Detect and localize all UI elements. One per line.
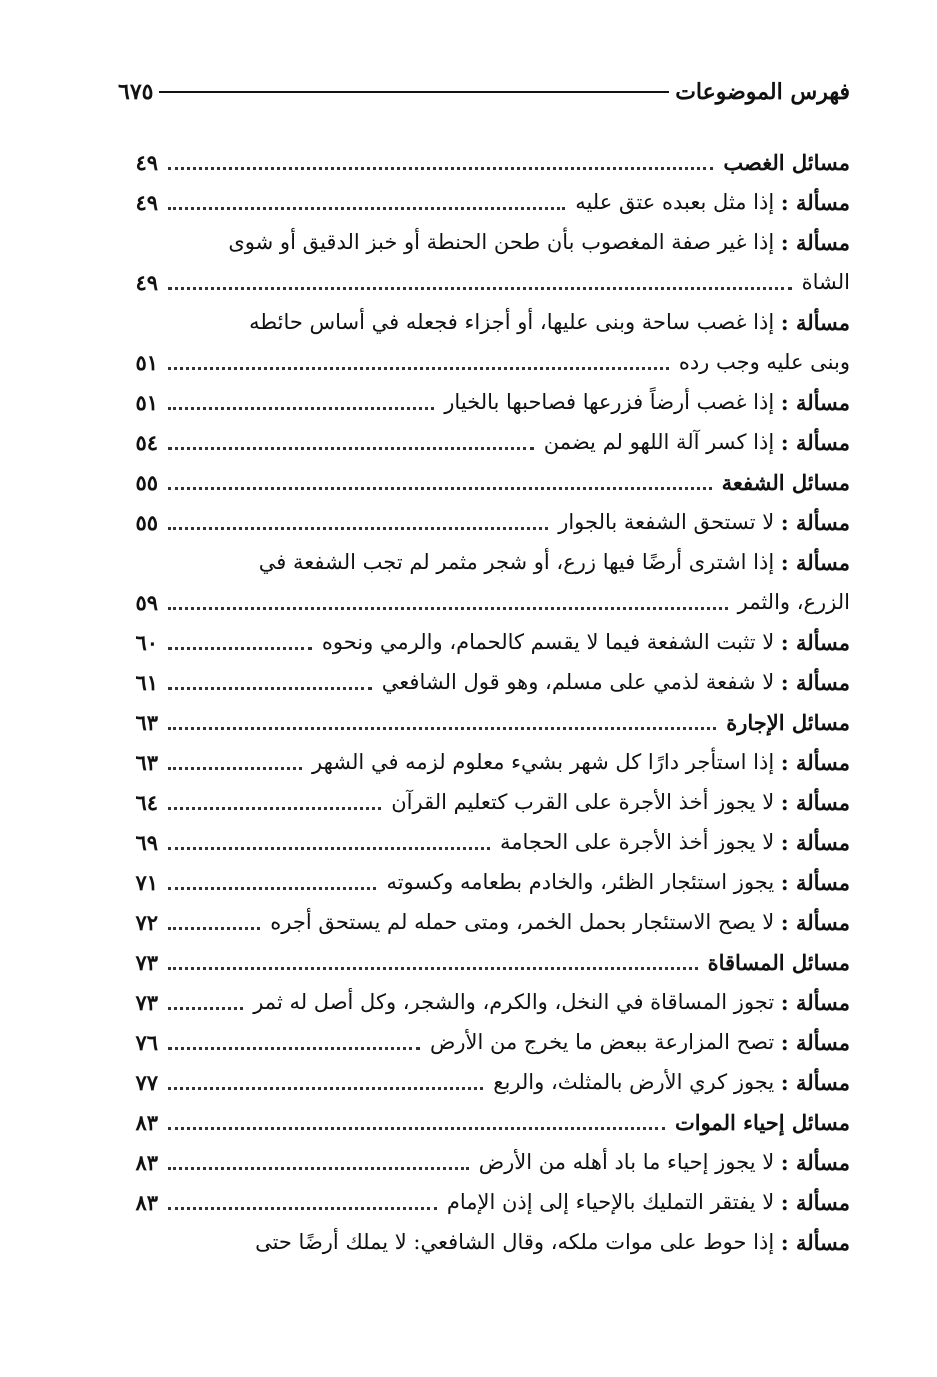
dot-leader	[168, 407, 434, 410]
toc-entry	[118, 902, 850, 942]
entry-text: لا يجوز أخذ الأجرة على القرب كتعليم القرآن	[391, 790, 775, 814]
entry-lead: مسألة :	[780, 629, 850, 655]
dot-leader	[168, 1047, 420, 1050]
entry-text: لا يجوز أخذ الأجرة على الحجامة	[500, 830, 775, 854]
entry-text: يجوز كري الأرض بالمثلث، والربع	[493, 1070, 775, 1094]
dot-leader	[168, 1207, 437, 1210]
entry-text: لا يصح الاستئجار بحمل الخمر، ومتى حمله لم يستحق أجره	[270, 910, 775, 934]
toc-entry	[118, 262, 850, 302]
toc-entry	[118, 182, 850, 222]
dot-leader	[168, 647, 312, 650]
entry-text: إذا غصب أرضاً فزرعها فصاحبها بالخيار	[444, 390, 775, 414]
table-of-contents	[118, 142, 850, 1262]
page-number: ٨٣	[135, 1189, 158, 1215]
toc-entry	[118, 502, 850, 542]
entry-text: تصح المزارعة ببعض ما يخرج من الأرض	[430, 1030, 775, 1054]
toc-heading	[118, 942, 850, 982]
page-number: ٦٩	[135, 829, 158, 855]
page-number: ٧٣	[135, 989, 158, 1015]
dot-leader	[168, 447, 534, 450]
dot-leader	[168, 1087, 483, 1090]
page-number: ٧٣	[135, 949, 158, 975]
entry-text: إذا استأجر دارًا كل شهر بشيء معلوم لزمه في الشهر	[312, 750, 775, 774]
heading-text: مسائل المساقاة	[707, 949, 850, 975]
entry-text: لا شفعة لذمي على مسلم، وهو قول الشافعي	[381, 670, 775, 694]
toc-entry	[118, 622, 850, 662]
entry-lead: مسألة :	[780, 189, 850, 215]
entry-text: وبنى عليه وجب رده	[678, 350, 850, 374]
entry-lead: مسألة :	[780, 1189, 850, 1215]
entry-text: إذا غير صفة المغصوب بأن طحن الحنطة أو خبز الدقيق أو شوى	[228, 230, 775, 254]
toc-entry	[118, 1182, 850, 1222]
header-title: فهرس الموضوعات	[675, 79, 850, 105]
entry-lead: مسألة :	[780, 1029, 850, 1055]
toc-entry	[118, 982, 850, 1022]
header-rule	[159, 91, 669, 93]
entry-lead: مسألة :	[780, 429, 850, 455]
header-page-number: ٦٧٥	[118, 79, 154, 105]
toc-heading	[118, 1102, 850, 1142]
toc-heading	[118, 462, 850, 502]
toc-entry	[118, 422, 850, 462]
dot-leader	[168, 887, 376, 890]
page-number: ٥٤	[135, 429, 158, 455]
toc-entry	[118, 582, 850, 622]
page-number: ٦١	[135, 669, 158, 695]
toc-entry	[118, 742, 850, 782]
dot-leader	[168, 367, 669, 370]
entry-text: لا تستحق الشفعة بالجوار	[558, 510, 775, 534]
toc-heading	[118, 142, 850, 182]
page-number: ٨٣	[135, 1149, 158, 1175]
entry-lead: مسألة :	[780, 1149, 850, 1175]
entry-text: لا يفتقر التمليك بالإحياء إلى إذن الإمام	[446, 1190, 775, 1214]
dot-leader	[168, 607, 728, 610]
dot-leader	[168, 687, 372, 690]
toc-entry	[118, 1062, 850, 1102]
entry-lead: مسألة :	[780, 669, 850, 695]
entry-text: لا تثبت الشفعة فيما لا يقسم كالحمام، والرمي ونحوه	[321, 630, 775, 654]
page-number: ٦٤	[135, 789, 158, 815]
entry-text: الزرع، والثمر	[737, 590, 850, 614]
entry-lead: مسألة :	[780, 1229, 850, 1255]
entry-text: الشاة	[801, 270, 850, 294]
entry-lead: مسألة :	[780, 869, 850, 895]
page-number: ٥١	[135, 389, 158, 415]
dot-leader	[168, 767, 302, 770]
dot-leader	[168, 967, 698, 970]
entry-text: لا يجوز إحياء ما باد أهله من الأرض	[478, 1150, 775, 1174]
page-number: ٨٣	[135, 1109, 158, 1135]
dot-leader	[168, 847, 490, 850]
dot-leader	[168, 207, 565, 210]
entry-lead: مسألة :	[780, 749, 850, 775]
entry-lead: مسألة :	[780, 549, 850, 575]
entry-text: إذا كسر آلة اللهو لم يضمن	[543, 430, 775, 454]
toc-entry	[118, 862, 850, 902]
toc-entry	[118, 1142, 850, 1182]
page-number: ٧٦	[135, 1029, 158, 1055]
toc-heading	[118, 702, 850, 742]
dot-leader	[168, 1167, 469, 1170]
dot-leader	[168, 487, 712, 490]
entry-text: إذا اشترى أرضًا فيها زرع، أو شجر مثمر لم تجب الشفعة في	[258, 550, 775, 574]
dot-leader	[168, 1127, 665, 1130]
dot-leader	[168, 927, 260, 930]
dot-leader	[168, 727, 716, 730]
page-number: ٦٣	[135, 749, 158, 775]
heading-text: مسائل إحياء الموات	[674, 1109, 850, 1135]
entry-text: تجوز المساقاة في النخل، والكرم، والشجر، وكل أصل له ثمر	[253, 990, 775, 1014]
page-number: ٧١	[135, 869, 158, 895]
toc-entry	[118, 822, 850, 862]
entry-text: إذا غصب ساحة وبنى عليها، أو أجزاء فجعله في أساس حائطه	[249, 310, 775, 334]
heading-text: مسائل الشفعة	[721, 469, 850, 495]
toc-entry	[118, 342, 850, 382]
page-number: ٥٩	[135, 589, 158, 615]
page-number: ٤٩	[135, 189, 158, 215]
toc-entry	[118, 1022, 850, 1062]
entry-text: إذا مثل بعبده عتق عليه	[575, 190, 775, 214]
toc-entry	[118, 782, 850, 822]
heading-text: مسائل الإجارة	[726, 709, 850, 735]
page-number: ٥٥	[135, 509, 158, 535]
dot-leader	[168, 527, 548, 530]
dot-leader	[168, 807, 381, 810]
toc-entry	[118, 382, 850, 422]
entry-text: إذا حوط على موات ملكه، وقال الشافعي: لا يملك أرضًا حتى	[255, 1230, 775, 1254]
entry-lead: مسألة :	[780, 509, 850, 535]
toc-entry	[118, 542, 850, 582]
page-number: ٥٥	[135, 469, 158, 495]
entry-lead: مسألة :	[780, 309, 850, 335]
toc-entry	[118, 222, 850, 262]
toc-entry	[118, 662, 850, 702]
dot-leader	[168, 1007, 243, 1010]
entry-lead: مسألة :	[780, 789, 850, 815]
page-number: ٧٢	[135, 909, 158, 935]
entry-lead: مسألة :	[780, 989, 850, 1015]
page-number: ٥١	[135, 349, 158, 375]
heading-text: مسائل الغصب	[723, 149, 850, 175]
toc-entry	[118, 302, 850, 342]
page-number: ٦٣	[135, 709, 158, 735]
page-number: ٤٩	[135, 269, 158, 295]
toc-entry	[118, 1222, 850, 1262]
entry-lead: مسألة :	[780, 909, 850, 935]
dot-leader	[168, 287, 792, 290]
entry-lead: مسألة :	[780, 229, 850, 255]
page-number: ٧٧	[135, 1069, 158, 1095]
page-number: ٦٠	[135, 629, 158, 655]
entry-lead: مسألة :	[780, 829, 850, 855]
page-number: ٤٩	[135, 149, 158, 175]
entry-lead: مسألة :	[780, 389, 850, 415]
entry-text: يجوز استئجار الظئر، والخادم بطعامه وكسوته	[386, 870, 775, 894]
running-header	[118, 74, 850, 110]
dot-leader	[168, 167, 713, 170]
entry-lead: مسألة :	[780, 1069, 850, 1095]
